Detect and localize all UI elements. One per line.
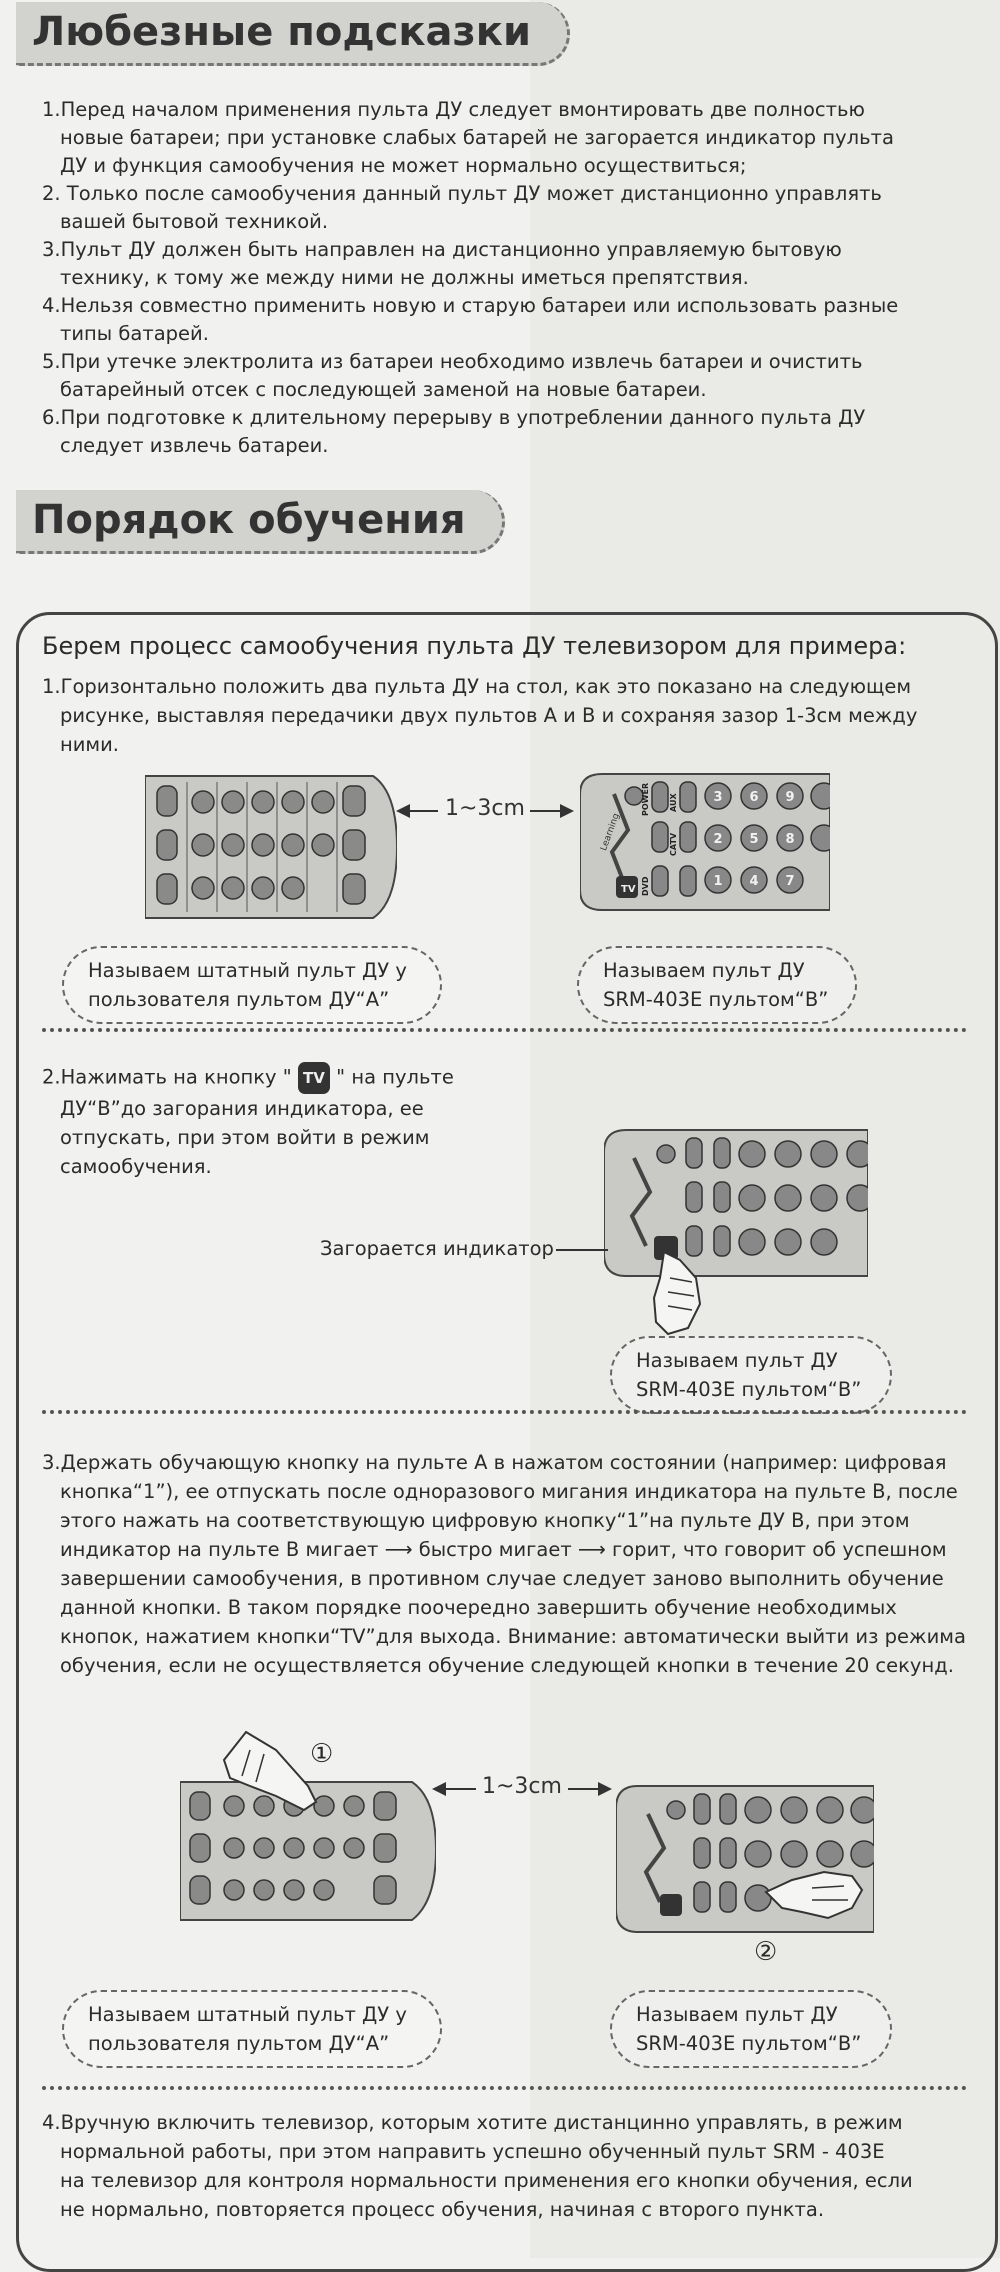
- arrow-left-icon: [396, 804, 410, 818]
- tip-item: 1.Перед началом применения пульта ДУ следует вмонтировать две полностью новые батареи; при установке слабых батарей не загорается индикатор пульта ДУ и функция самообучения не может нормально осуществиться;: [42, 98, 894, 177]
- gap-line: [446, 1788, 476, 1790]
- svg-text:4: 4: [749, 874, 759, 889]
- gap-label: 1~3cm: [482, 1774, 562, 1799]
- section-divider: [42, 1410, 967, 1414]
- indicator-pointer-line: [556, 1249, 608, 1251]
- learning-section-title: Порядок обучения: [16, 490, 505, 554]
- gap-line: [568, 1788, 598, 1790]
- remote-b-caption: Называем пульт ДУ SRM-403E пультом“В”: [610, 1336, 892, 1414]
- arrow-right-icon: [598, 1782, 612, 1796]
- learning-intro: Берем процесс самообучения пульта ДУ телевизором для примера:: [42, 632, 907, 660]
- svg-text:2: 2: [713, 832, 723, 847]
- remote-a-caption: Называем штатный пульт ДУ у пользователя пультом ДУ“А”: [62, 1990, 442, 2068]
- tip-item: 2. Только после самообучения данный пульт ДУ может дистанционно управлять вашей бытовой техникой.: [42, 182, 882, 233]
- svg-text:8: 8: [785, 832, 795, 847]
- step-marker-2: ②: [754, 1937, 778, 1967]
- remote-a-pressing-illustration: [180, 1730, 436, 1930]
- arrow-left-icon: [432, 1782, 446, 1796]
- remote-b-pressing-illustration: [604, 1128, 868, 1338]
- svg-text:Learning: Learning: [599, 812, 622, 853]
- indicator-label: Загорается индикатор: [320, 1237, 554, 1260]
- tips-section-title: Любезные подсказки: [16, 2, 570, 66]
- svg-text:CATV: CATV: [669, 832, 678, 856]
- section-divider: [42, 2086, 967, 2090]
- tip-item: 5.При утечке электролита из батареи необходимо извлечь батареи и очистить батарейный отсек с последующей заменой на новые батареи.: [42, 350, 863, 401]
- remote-b-learning-illustration: [616, 1784, 874, 1936]
- remote-a-illustration: [145, 772, 397, 922]
- svg-text:6: 6: [749, 790, 759, 805]
- svg-text:DVD: DVD: [641, 876, 650, 896]
- remote-a-caption: Называем штатный пульт ДУ у пользователя пультом ДУ“А”: [62, 946, 442, 1024]
- remote-b-caption: Называем пульт ДУ SRM-403E пультом“В”: [610, 1990, 892, 2068]
- svg-text:POWER: POWER: [641, 782, 650, 816]
- tips-list: [42, 96, 962, 460]
- tip-item: 3.Пульт ДУ должен быть направлен на дистанционно управляемую бытовую технику, к тому же между ними не должны иметься препятствия.: [42, 238, 842, 289]
- step-marker-1: ①: [310, 1739, 334, 1769]
- tip-item: 6.При подготовке к длительному перерыву в употреблении данного пульта ДУ следует извлечь батареи.: [42, 406, 866, 457]
- svg-text:5: 5: [749, 832, 759, 847]
- step1-text: 1.Горизонтально положить два пульта ДУ на стол, как это показано на следующем рисунке, выставляя передачики двух пультов А и В и сохраняя зазор 1-3см между ними.: [42, 675, 918, 756]
- step3-text: 3.Держать обучающую кнопку на пульте А в нажатом состоянии (например: цифровая кнопка“1”), ее отпускать после одноразового мигания индикатора на пульте В, после этого нажать на соответствующую цифровую кнопку“1”на пульте ДУ В, при этом индикатор на пульте В мигает ⟶ быстро мигает ⟶ горит, что говорит об успешном завершении самообучения, в противном случае следует заново выполнить обучение данной кнопки. В таком порядке поочередно завершить обучение необходимых кнопок, нажатием кнопки“TV”для выхода. Внимание: автоматически выйти из режима обучения, если не осуществляется обучение следующей кнопки в течение 20 секунд.: [42, 1451, 966, 1677]
- svg-text:3: 3: [713, 790, 723, 805]
- section-divider: [42, 1028, 967, 1032]
- gap-label: 1~3cm: [445, 796, 525, 821]
- svg-text:AUX: AUX: [669, 793, 678, 812]
- svg-text:1: 1: [713, 874, 723, 889]
- gap-line: [410, 810, 438, 812]
- tip-item: 4.Нельзя совместно применить новую и старую батареи или использовать разные типы батарей.: [42, 294, 899, 345]
- svg-text:7: 7: [785, 874, 795, 889]
- gap-line: [530, 810, 560, 812]
- step2-text: 2.Нажимать на кнопку " TV " на пульте ДУ“В”до загорания индикатора, ее отпускать, при этом войти в режим самообучения.: [42, 1062, 512, 1181]
- arrow-right-icon: [560, 804, 574, 818]
- tv-button-icon: TV: [298, 1062, 330, 1094]
- remote-b-illustration: [580, 772, 830, 912]
- svg-text:9: 9: [785, 790, 795, 805]
- step4-text: 4.Вручную включить телевизор, которым хотите дистанцинно управлять, в режим нормальной работы, при этом направить успешно обученный пульт SRM - 403E на телевизор для контроля нормальности применения его кнопки обучения, если не нормально, повторяется процесс обучения, начиная с второго пункта.: [42, 2111, 913, 2221]
- remote-b-caption: Называем пульт ДУ SRM-403E пультом“В”: [577, 946, 857, 1024]
- svg-text:TV: TV: [621, 884, 636, 895]
